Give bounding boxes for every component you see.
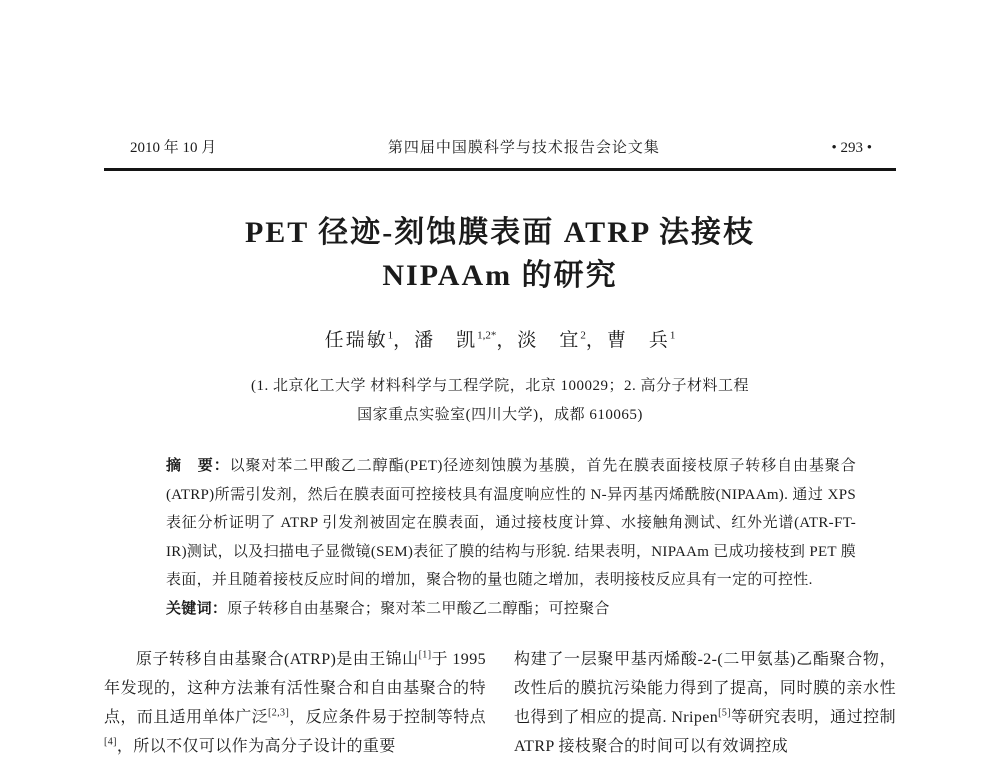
right-column-paragraph: 构建了一层聚甲基丙烯酸-2-(二甲氨基)乙酯聚合物，改性后的膜抗污染能力得到了提高，同时膜的亲水性也得到了相应的提高. Nripen[5]等研究表明，通过控制 ATRP 接枝聚合的时间可以有效调控成 <box>514 651 896 755</box>
keywords-label: 关键词： <box>166 600 228 617</box>
author <box>325 330 394 351</box>
page-number: • 293 • <box>831 140 872 156</box>
author-superscript: 1 <box>669 329 676 342</box>
affiliation-line2: 国家重点实验室(四川大学)，成都 610065) <box>357 407 643 423</box>
author-superscript: 1 <box>387 329 394 342</box>
paper-title <box>104 211 896 297</box>
paper-title-line2: NIPAAm 的研究 <box>382 259 618 292</box>
running-head <box>104 136 896 171</box>
author-separator: ， <box>496 330 518 351</box>
scanned-paper-page <box>104 0 896 760</box>
header-date: 2010 年 10 月 <box>130 140 217 156</box>
abstract-section <box>166 452 856 623</box>
author-name: 曹 兵 <box>606 330 670 351</box>
left-column-paragraph: 原子转移自由基聚合(ATRP)是由王锦山[1]于 1995 年发现的，这种方法兼有活性聚合和自由基聚合的特点，而且适用单体广泛[2,3]，反应条件易于控制等特点[4]，所以不仅可以作为高分子设计的重要 <box>104 649 486 755</box>
body-text <box>104 645 896 760</box>
author-name: 淡 宜 <box>517 330 581 351</box>
author <box>607 330 676 351</box>
author <box>517 330 586 351</box>
author-name: 潘 凯 <box>414 330 478 351</box>
author-superscript: 1,2* <box>477 329 497 342</box>
author-superscript: 2 <box>580 329 586 342</box>
authors-line <box>104 325 896 352</box>
author-separator: ， <box>585 330 607 351</box>
author <box>414 330 496 351</box>
right-column <box>514 645 896 760</box>
affiliation <box>104 372 896 430</box>
abstract-paragraph <box>166 452 856 595</box>
left-column <box>104 645 486 760</box>
keywords-line <box>166 595 856 624</box>
abstract-text: 以聚对苯二甲酸乙二醇酯(PET)径迹刻蚀膜为基膜，首先在膜表面接枝原子转移自由基聚合(ATRP)所需引发剂，然后在膜表面可控接枝具有温度响应性的 N-异丙基丙烯酰胺(NIPAAm). 通过 XPS 表征分析证明了 ATRP 引发剂被固定在膜表面，通过接枝度计算、水接触角测试、红外光谱(ATR-FT-IR)测试，以及扫描电子显微镜(SEM)表征了膜的结构与形貌. 结果表明，NIPAAm 已成功接枝到 PET 膜表面，并且随着接枝反应时间的增加，聚合物的量也随之增加，表明接枝反应具有一定的可控性. <box>166 458 856 588</box>
proceedings-title: 第四届中国膜科学与技术报告会论文集 <box>387 140 660 156</box>
affiliation-line1: (1. 北京化工大学 材料科学与工程学院，北京 100029；2. 高分子材料工程 <box>251 378 749 394</box>
author-name: 任瑞敏 <box>324 330 388 351</box>
author-separator: ， <box>393 330 415 351</box>
paper-title-line1: PET 径迹-刻蚀膜表面 ATRP 法接枝 <box>244 216 756 249</box>
abstract-label: 摘 要： <box>166 458 230 474</box>
keywords-text: 原子转移自由基聚合；聚对苯二甲酸乙二醇酯；可控聚合 <box>227 600 610 617</box>
